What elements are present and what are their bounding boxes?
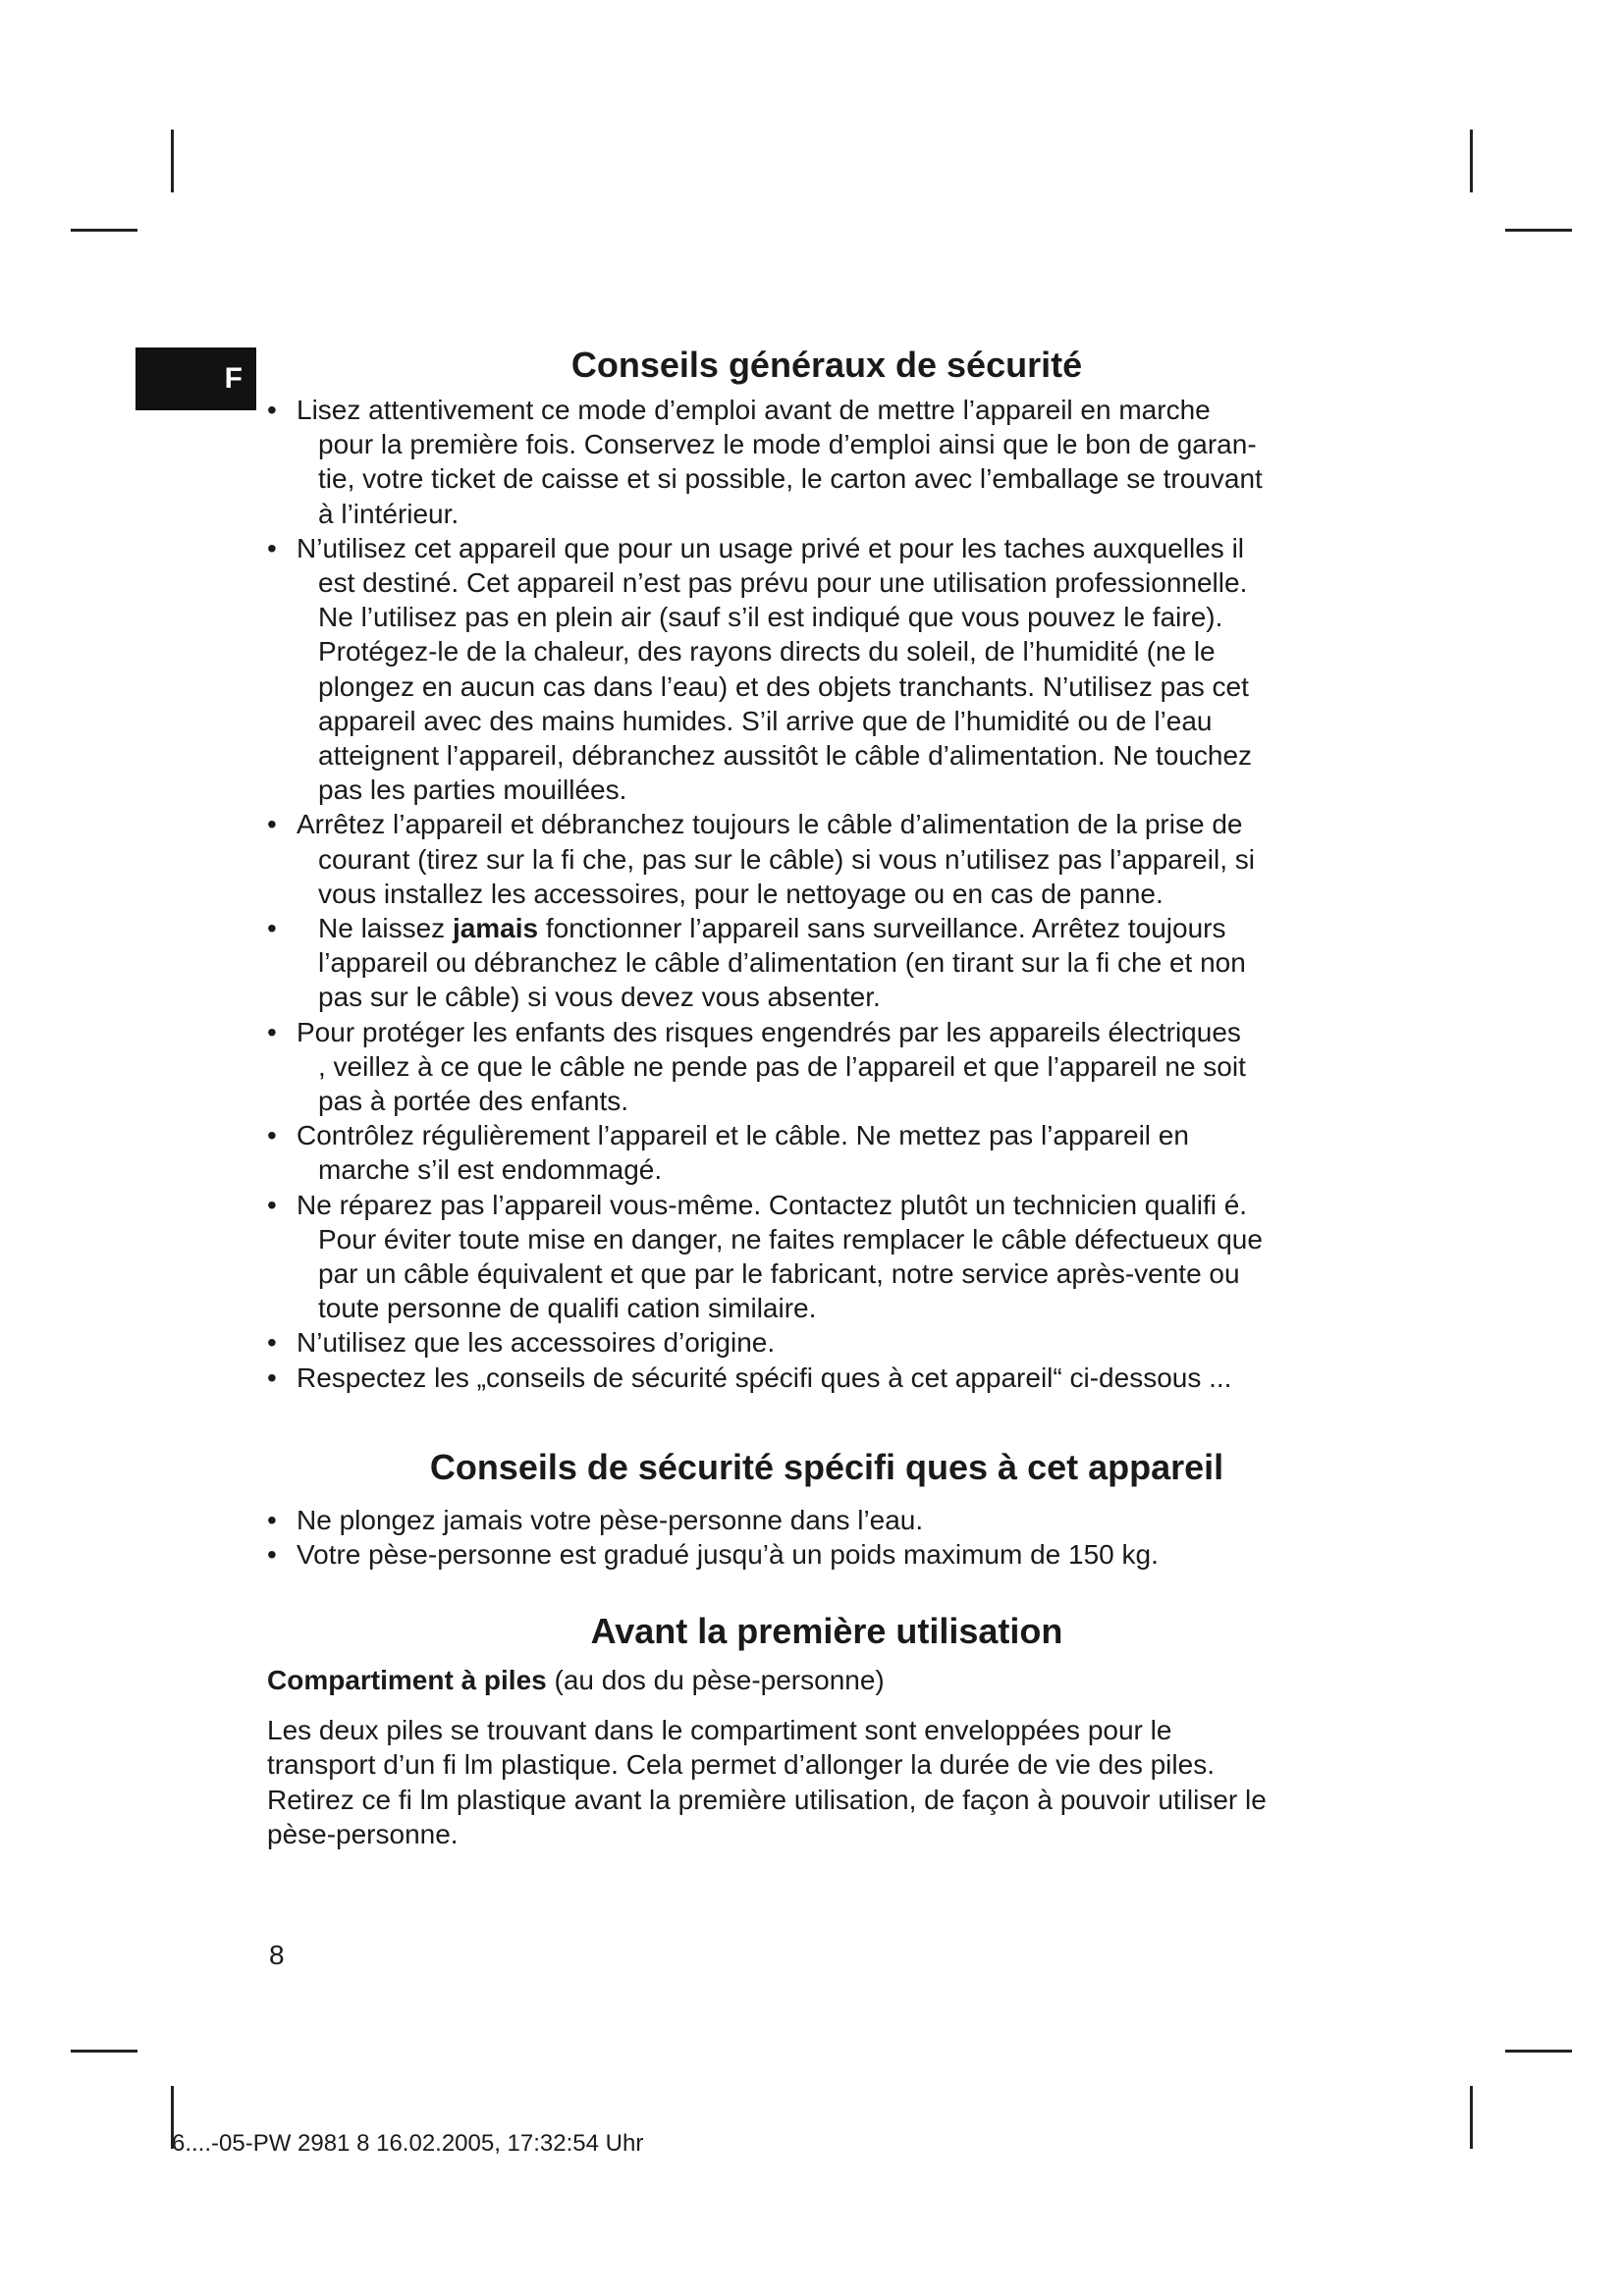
list-item-continuation-line: plongez en aucun cas dans l’eau) et des objets tranchants. N’utilisez pas cet <box>318 670 1249 702</box>
text-fragment: fonctionner l’appareil sans surveillance. Arrêtez toujours <box>538 913 1226 944</box>
list-item <box>267 1118 1386 1187</box>
list-item-text <box>297 393 1386 531</box>
list-item-continuation-line: par un câble équivalent et que par le fabricant, notre service après-vente ou <box>318 1258 1240 1290</box>
bullet-icon: • <box>267 395 277 425</box>
list-item <box>267 807 1386 911</box>
list-item <box>267 1015 1386 1119</box>
battery-compartment-heading-rest: (au dos du pèse-personne) <box>546 1665 885 1695</box>
list-item-first-line: Respectez les „conseils de sécurité spécifi ques à cet appareil“ ci-dessous ... <box>297 1362 1232 1393</box>
bullet-icon: • <box>267 913 277 944</box>
list-item-continuation-line: courant (tirez sur la fi che, pas sur le câble) si vous n’utilisez pas l’appareil, si <box>318 843 1255 875</box>
list-item-text <box>297 531 1386 808</box>
list-item-continuation-line: est destiné. Cet appareil n’est pas prévu pour une utilisation professionnelle. <box>318 567 1248 599</box>
list-item-text <box>297 1118 1386 1187</box>
list-item-text <box>297 911 1386 1015</box>
list-item-continuation-line: pas sur le câble) si vous devez vous absenter. <box>318 982 881 1013</box>
paragraph-line: Les deux piles se trouvant dans le compartiment sont enveloppées pour le <box>267 1715 1172 1746</box>
list-item-continuation-line: pas les parties mouillées. <box>318 774 627 806</box>
list-item-text: Ne plongez jamais votre pèse-personne dans l’eau. <box>297 1505 924 1535</box>
list-item <box>267 1537 1386 1572</box>
text-fragment: Ne laissez <box>318 913 453 944</box>
list-item-first-line: Pour protéger les enfants des risques engendrés par les appareils électriques <box>297 1016 1241 1047</box>
list-item <box>267 1503 1386 1537</box>
paragraph-line: Retirez ce fi lm plastique avant la première utilisation, de façon à pouvoir utiliser le <box>267 1784 1267 1815</box>
list-item-first-line <box>297 913 1225 943</box>
section-general-safety <box>267 344 1386 1395</box>
list-item-continuation-line: toute personne de qualifi cation similaire. <box>318 1293 817 1324</box>
battery-compartment-heading <box>267 1663 1386 1697</box>
list-item-continuation-line: l’appareil ou débranchez le câble d’alimentation (en tirant sur la fi che et non <box>318 947 1246 979</box>
bullet-icon: • <box>267 1120 277 1151</box>
bullet-icon: • <box>267 1539 277 1571</box>
list-item-first-line: N’utilisez que les accessoires d’origine. <box>297 1327 776 1359</box>
list-item <box>267 393 1386 531</box>
section-title-general-safety: Conseils généraux de sécurité <box>570 345 1083 385</box>
crop-mark-top-left-horizontal <box>71 229 137 232</box>
crop-mark-bottom-left-horizontal <box>71 2050 137 2053</box>
page-number: 8 <box>269 1940 285 1970</box>
bullet-icon: • <box>267 809 277 840</box>
bullet-icon: • <box>267 1327 277 1359</box>
section-before-first-use <box>267 1610 1386 1851</box>
paragraph-line: pèse-personne. <box>267 1818 459 1849</box>
battery-compartment-heading-bold: Compartiment à piles <box>267 1665 547 1695</box>
bullet-icon: • <box>267 1362 277 1393</box>
list-item <box>267 531 1386 808</box>
list-item-text <box>297 807 1386 911</box>
language-tab <box>135 347 256 410</box>
list-item-continuation-line: pas à portée des enfants. <box>318 1086 628 1117</box>
paragraph-line: transport d’un fi lm plastique. Cela permet d’allonger la durée de vie des piles. <box>267 1749 1215 1781</box>
list-item-text <box>297 1361 1386 1395</box>
list-item-continuation-line: pour la première fois. Conservez le mode d’emploi ainsi que le bon de garan- <box>318 429 1257 460</box>
list-item-continuation-line: , veillez à ce que le câble ne pende pas de l’appareil et que l’appareil ne soit <box>318 1050 1246 1082</box>
list-item-text <box>297 1015 1386 1119</box>
battery-paragraph <box>267 1713 1386 1851</box>
list-item-continuation-line: Pour éviter toute mise en danger, ne faites remplacer le câble défectueux que <box>318 1223 1263 1255</box>
list-item-first-line: Contrôlez régulièrement l’appareil et le câble. Ne mettez pas l’appareil en <box>297 1120 1189 1151</box>
list-item-first-line: Arrêtez l’appareil et débranchez toujours le câble d’alimentation de la prise de <box>297 809 1243 840</box>
list-item-continuation-line: à l’intérieur. <box>318 498 460 529</box>
bullet-icon: • <box>267 1505 277 1535</box>
print-footer: 6....-05-PW 2981 8 16.02.2005, 17:32:54 Uhr <box>172 2130 644 2157</box>
crop-mark-top-left-vertical <box>171 130 174 192</box>
language-tab-label: F <box>224 362 243 395</box>
list-item-continuation-line: Ne l’utilisez pas en plein air (sauf s’il est indiqué que vous pouvez le faire). <box>318 602 1223 633</box>
crop-mark-top-right-horizontal <box>1505 229 1572 232</box>
list-item-continuation-line: tie, votre ticket de caisse et si possible, le carton avec l’emballage se trouvant <box>318 463 1263 495</box>
list-item-first-line: Lisez attentivement ce mode d’emploi avant de mettre l’appareil en marche <box>297 395 1211 425</box>
list-item-continuation-line: vous installez les accessoires, pour le nettoyage ou en cas de panne. <box>318 878 1164 909</box>
list-item-first-line: Ne réparez pas l’appareil vous-même. Contactez plutôt un technicien qualifi é. <box>297 1189 1248 1220</box>
bullet-icon: • <box>267 1016 277 1047</box>
list-item-text <box>297 1188 1386 1326</box>
emphasis-text: jamais <box>452 913 539 944</box>
bullet-icon: • <box>267 532 277 563</box>
section-device-safety <box>267 1446 1386 1572</box>
list-item-text <box>297 1325 1386 1360</box>
bullet-icon: • <box>267 1189 277 1220</box>
list-item <box>267 1361 1386 1395</box>
list-item <box>267 1325 1386 1360</box>
general-safety-list <box>267 393 1386 1395</box>
crop-mark-bottom-right-horizontal <box>1505 2050 1572 2053</box>
list-item-continuation-line: Protégez-le de la chaleur, des rayons directs du soleil, de l’humidité (ne le <box>318 636 1216 667</box>
list-item-first-line: N’utilisez cet appareil que pour un usage privé et pour les taches auxquelles il <box>297 532 1245 563</box>
section-title-device-safety: Conseils de sécurité spécifi ques à cet appareil <box>429 1447 1224 1487</box>
list-item <box>267 911 1386 1015</box>
crop-mark-top-right-vertical <box>1470 130 1473 192</box>
list-item-continuation-line: atteignent l’appareil, débranchez aussitôt le câble d’alimentation. Ne touchez <box>318 740 1253 772</box>
list-item-continuation-line: appareil avec des mains humides. S’il arrive que de l’humidité ou de l’eau <box>318 705 1213 736</box>
list-item <box>267 1188 1386 1326</box>
section-title-before-first-use: Avant la première utilisation <box>590 1611 1063 1651</box>
crop-mark-bottom-right-vertical <box>1470 2086 1473 2149</box>
list-item-text: Votre pèse-personne est gradué jusqu’à un poids maximum de 150 kg. <box>297 1539 1159 1571</box>
device-safety-list <box>267 1503 1386 1572</box>
list-item-continuation-line: marche s’il est endommagé. <box>318 1154 663 1186</box>
